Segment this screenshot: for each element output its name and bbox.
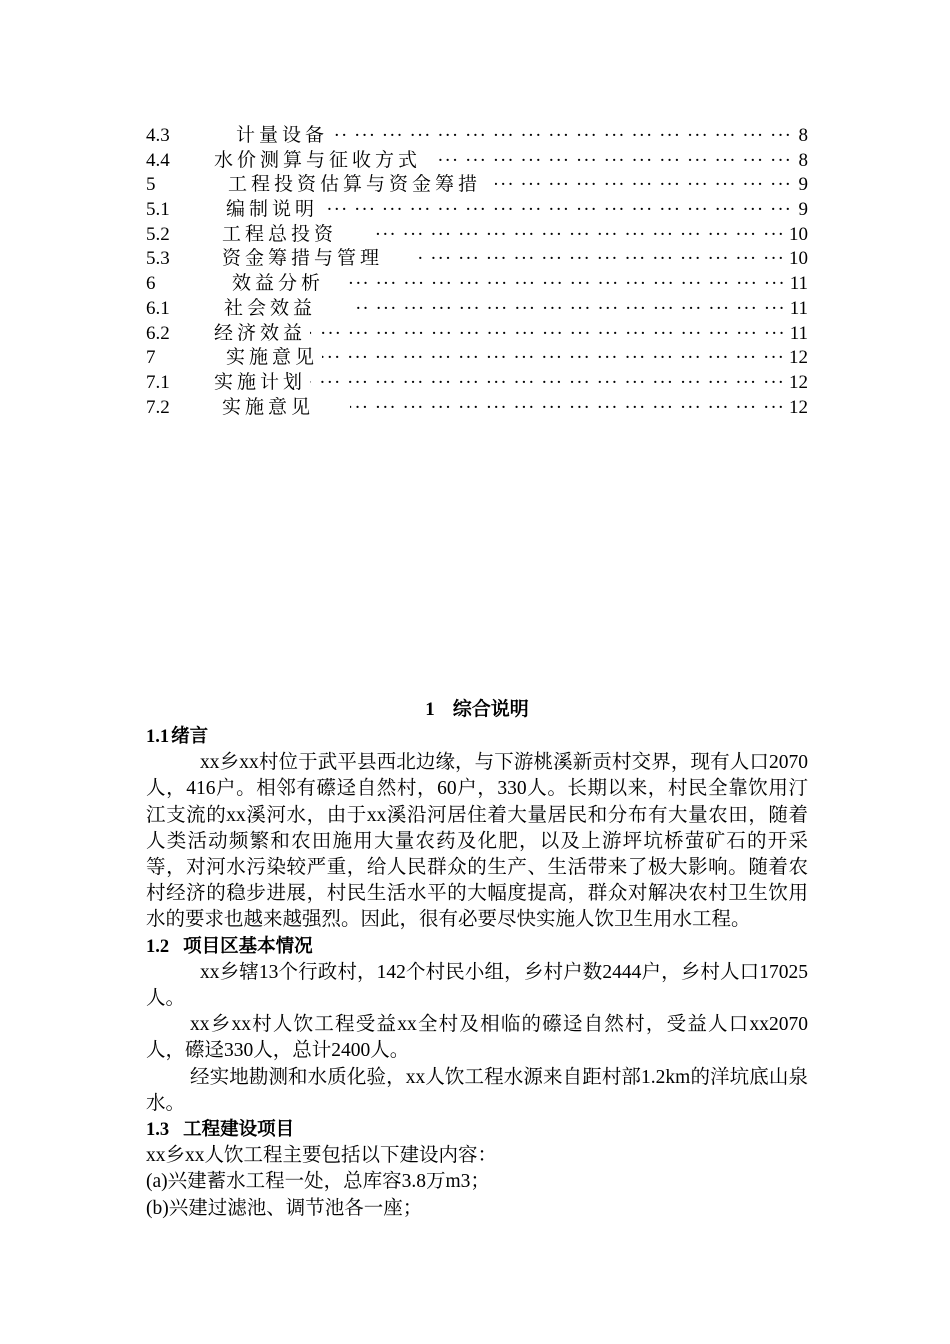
toc-number: 6 [146,273,156,295]
toc-page: 8 [798,149,808,171]
toc-leader [435,149,792,174]
toc-page: 10 [789,223,808,245]
toc-row[interactable] [146,297,808,322]
list-item: (a)兴建蓄水工程一处，总库容3.8万m3； [146,1171,490,1193]
toc-number: 7.1 [146,371,170,393]
toc-leader [310,322,786,347]
toc-number: 5.3 [146,248,170,270]
toc-page: 10 [789,248,808,270]
toc-row[interactable] [146,322,808,347]
toc-title: 效益分析 [232,273,325,295]
paragraph: xx乡xx村位于武平县西北边缘，与下游桃溪新贡村交界，现有人口2070人，416户。相邻有礤迳自然村，60户，330人。长期以来，村民全靠饮用汀江支流的xx溪河水，由于xx溪沿河居住着大量居民和分布有大量农田，随着人类活动频繁和农田施用大量农药及化肥，以及上游坪坑桥萤矿石的开采等，对河水污染较严重，给人民群众的生产、生活带来了极大影响。随着农村经济的稳步进展，村民生活水平的大幅度提高，群众对解决农村卫生饮用水的要求也越来越强烈。因此，很有必要尽快实施人饮卫生用水工程。 [146,752,808,931]
toc-title: 工程总投资 [222,223,338,245]
toc-page: 12 [789,347,808,369]
toc-leader [348,272,786,297]
toc-title: 社会效益 [224,297,317,319]
toc-row[interactable] [146,149,808,174]
section-number: 1.3 [146,1120,170,1141]
section-number: 1.1 [146,727,170,747]
section-heading [146,724,808,750]
toc-title: 实施意见 [226,347,319,369]
paragraph: xx乡xx人饮工程主要包括以下建设内容： [146,1145,498,1167]
chapter-number: 1 [425,699,435,720]
toc-leader [419,247,785,272]
toc-leader [332,124,792,149]
section-title: 工程建设项目 [183,1119,295,1141]
chapter-title [146,694,808,724]
toc-leader [322,198,792,223]
toc-row[interactable] [146,346,808,371]
toc-page: 9 [798,199,808,221]
toc-leader [373,223,785,248]
toc-number: 6.2 [146,322,170,344]
toc-page: 9 [798,174,808,196]
toc-row[interactable] [146,272,808,297]
toc-leader [310,371,785,396]
toc-title: 经济效益 [214,322,307,344]
table-of-contents [146,124,808,420]
toc-number: 5.1 [146,199,170,221]
toc-row[interactable] [146,124,808,149]
chapter-1-section [146,694,808,1222]
toc-number: 5 [146,174,156,196]
toc-row[interactable] [146,173,808,198]
chapter-title-text: 综合说明 [452,698,529,720]
toc-title: 实施意见 [222,396,315,418]
toc-row[interactable] [146,247,808,272]
section-title: 绪言 [171,726,209,747]
toc-page: 11 [789,297,808,319]
toc-number: 5.2 [146,223,170,245]
toc-title: 水价测算与征收方式 [214,149,422,171]
paragraph: xx乡辖13个行政村，142个村民小组，乡村户数2444户，乡村人口17025人。 [146,961,808,1009]
toc-title: 工程投资估算与资金筹措 [228,174,482,196]
toc-leader [352,297,786,322]
toc-title: 计量设备 [236,125,329,146]
section-heading [146,934,808,960]
toc-page: 12 [789,396,808,418]
toc-page: 8 [798,125,808,146]
section-title: 项目区基本情况 [183,935,313,957]
toc-row[interactable] [146,396,808,421]
paragraph: xx乡xx村人饮工程受益xx全村及相临的礤迳自然村，受益人口xx2070人，礤迳330人，总计2400人。 [146,1014,808,1062]
toc-page: 11 [789,273,808,295]
toc-leader [350,396,785,421]
toc-row[interactable] [146,371,808,396]
section-heading [146,1117,808,1143]
toc-number: 4.3 [146,125,170,146]
toc-leader [495,173,792,198]
toc-row[interactable] [146,223,808,248]
paragraph: 经实地勘测和水质化验，xx人饮工程水源来自距村部1.2km的洋坑底山泉水。 [146,1066,808,1114]
section-number: 1.2 [146,936,170,957]
toc-leader [322,346,785,371]
toc-page: 11 [789,322,808,344]
toc-page: 12 [789,371,808,393]
toc-title: 资金筹措与管理 [222,248,384,270]
toc-title: 编制说明 [226,199,319,221]
toc-number: 6.1 [146,297,170,319]
toc-number: 7 [146,347,156,369]
toc-row[interactable] [146,198,808,223]
toc-number: 4.4 [146,149,170,171]
toc-number: 7.2 [146,396,170,418]
toc-title: 实施计划 [214,371,307,393]
list-item: (b)兴建过滤池、调节池各一座； [146,1197,423,1219]
